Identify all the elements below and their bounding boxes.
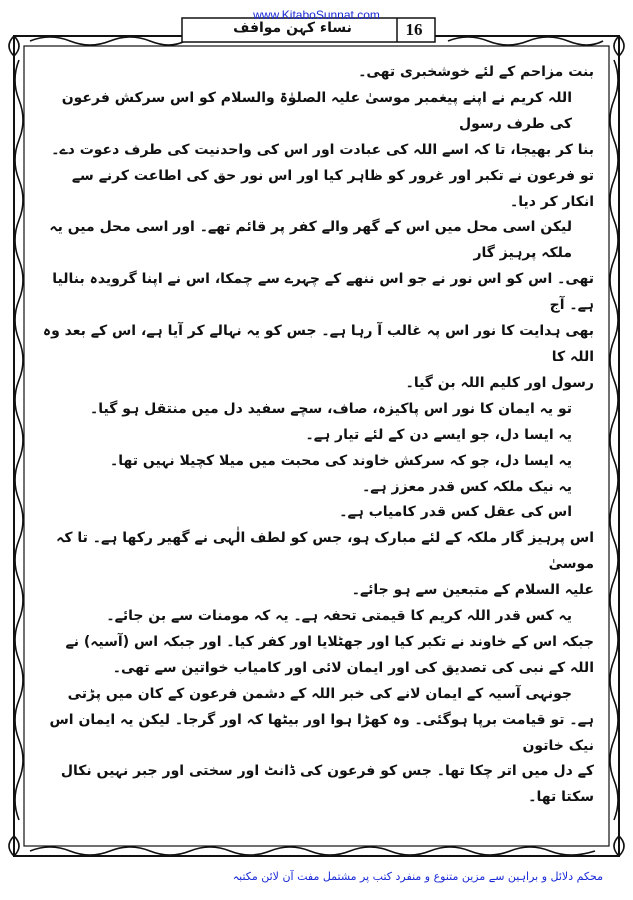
text-line: یہ ایسا دل، جو ایسے دن کے لئے تیار ہے۔ (305, 426, 572, 443)
text-line: جونہی آسیہ کے ایمان لانے کی خبر اللہ کے دشمن فرعون کے کان میں پڑتی (67, 685, 572, 702)
text-line: یہ ایسا دل، جو کہ سرکش خاوند کی محبت میں میلا کچیلا نہیں تھا۔ (110, 452, 572, 469)
text-line: لیکن اسی محل میں اس کے گھر والے کفر پر قائم تھے۔ اور اسی محل میں یہ ملکہ پرہیز گار (49, 219, 572, 262)
text-line: تھی۔ اس کو اس نور نے جو اس ننھے کے چہرے سے چمکا، اس نے اپنا گرویدہ بنالیا ہے۔ آج (52, 271, 594, 314)
text-line: یہ نیک ملکہ کس قدر معزز ہے۔ (362, 478, 572, 495)
text-line: جبکہ اس کے خاوند نے تکبر کیا اور جھٹلایا اور کفر کیا۔ اور جبکہ اس (آسیہ) نے (65, 633, 594, 650)
text-line: اللہ کریم نے اپنے پیغمبر موسیٰ علیہ الصلوٰۃ والسلام کو اس سرکش فرعون کی طرف رسول (61, 89, 572, 132)
page-body (38, 60, 594, 811)
text-line: بھی ہدایت کا نور اس پہ غالب آ رہا ہے۔ جس کو یہ نہالے کر آیا ہے، اس کے بعد وہ اللہ کا (42, 323, 594, 365)
text-line: اس پرہیز گار ملکہ کے لئے مبارک ہو، جس کو لطف الٰہی نے گھیر رکھا ہے۔ تا کہ موسیٰ (56, 530, 594, 573)
text-line: بنا کر بھیجا، تا کہ اسے اللہ کی عبادت اور اس کی واحدنیت کی طرف دعوت دے۔ (51, 141, 594, 158)
page-number: 16 (405, 20, 423, 39)
text-line: رسول اور کلیم اللہ بن گیا۔ (405, 374, 594, 391)
page-header-title: نساء کہن موافف (233, 20, 352, 36)
text-line: بنت مزاحم کے لئے خوشخبری تھی۔ (358, 64, 594, 80)
text-line: علیہ السلام کے متبعین سے ہو جائے۔ (351, 582, 594, 599)
text-line: تو فرعون نے تکبر اور غرور کو ظاہر کیا اور اس نور حق کی اطاعت کرنے سے انکار کر دیا۔ (71, 167, 594, 210)
text-line: اس کی عقل کس قدر کامیاب ہے۔ (339, 504, 572, 521)
text-line: تو یہ ایمان کا نور اس پاکیزہ، صاف، سچے سفید دل میں منتقل ہو گیا۔ (90, 400, 572, 417)
text-line: یہ کس قدر اللہ کریم کا قیمتی تحفہ ہے۔ یہ کہ مومنات سے بن جائے۔ (106, 608, 572, 625)
text-line: ہے۔ تو قیامت برپا ہوگئی۔ وہ کھڑا ہوا اور بیٹھا کہ اور گرجا۔ لیکن یہ ایمان اس نیک خاتون (49, 711, 594, 754)
text-line: کے دل میں اتر چکا تھا۔ جس کو فرعون کی ڈانٹ اور سختی اور جبر نہیں نکال سکتا تھا۔ (60, 763, 594, 806)
text-line: اللہ کے نبی کی تصدیق کی اور ایمان لائی اور کامیاب خواتین سے تھی۔ (112, 659, 594, 676)
footer-tagline: محکم دلائل و براہین سے مزین متنوع و منفرد کتب پر مشتمل مفت آن لائن مکتبہ (232, 870, 603, 883)
site-url-link[interactable]: www.KitaboSunnat.com (253, 8, 380, 22)
